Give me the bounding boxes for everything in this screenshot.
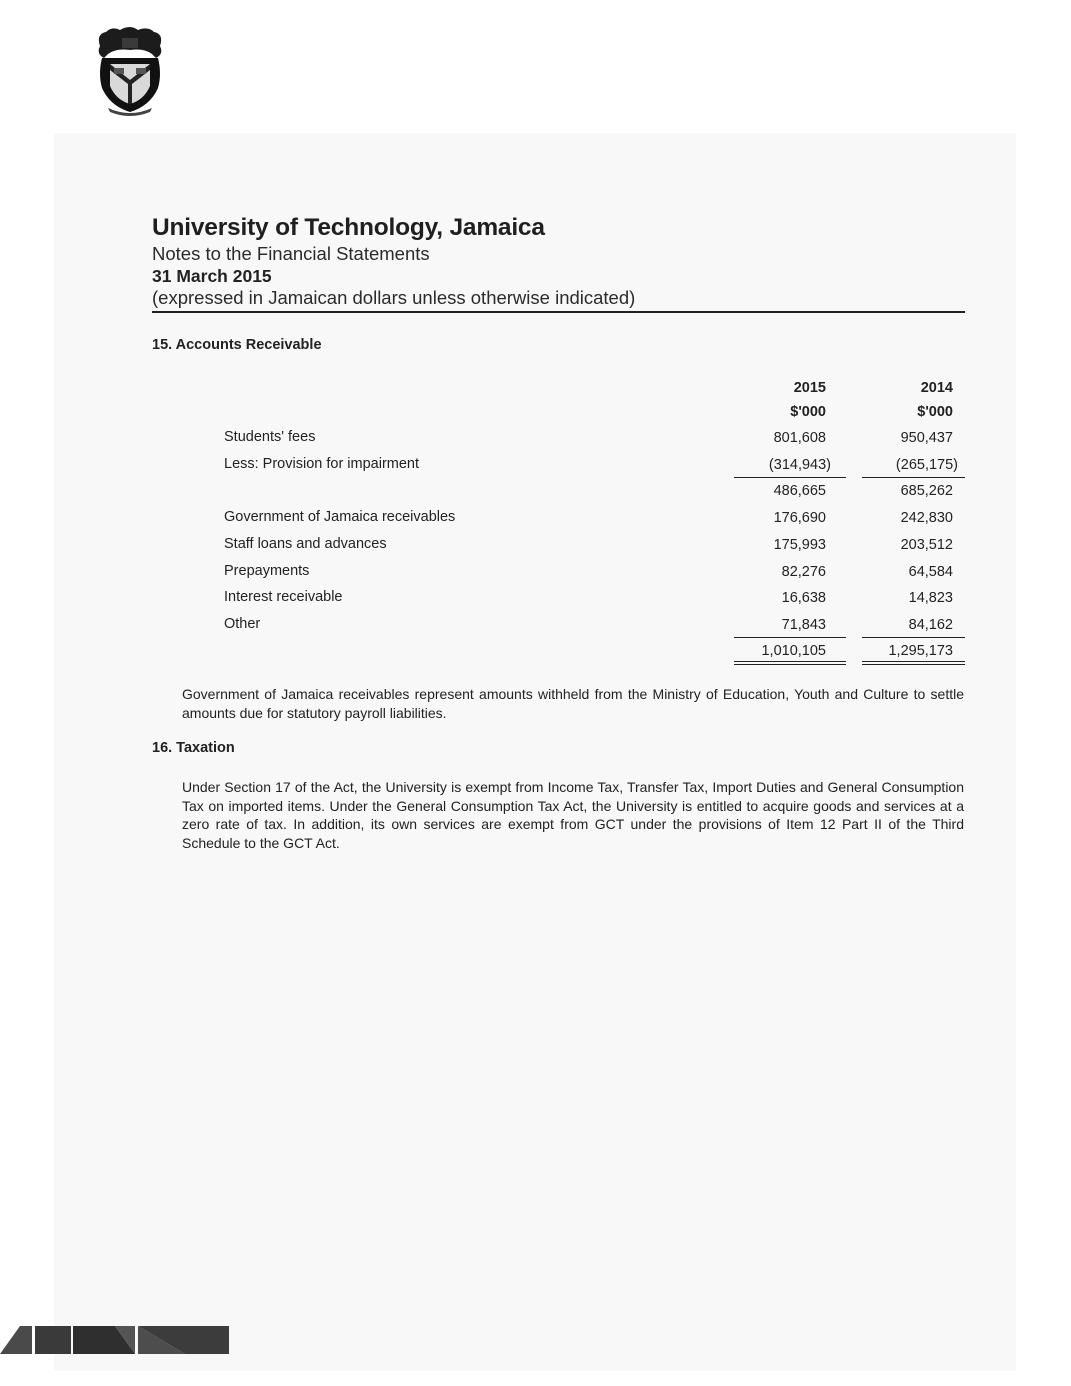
- subtotal-2014: 685,262: [900, 483, 953, 499]
- goj-receivables-note: Government of Jamaica receivables represent amounts withheld from the Ministry of Education, Youth and Culture to settle amounts due for statutory payroll liabilities.: [182, 686, 964, 721]
- value-2014: 203,512: [900, 537, 953, 553]
- double-underline: [734, 664, 846, 665]
- subtotal-rule: [734, 477, 846, 478]
- column-header-2014-year: 2014: [920, 380, 953, 396]
- column-header-2015-year: 2015: [793, 380, 826, 396]
- value-2015: 176,690: [773, 510, 826, 526]
- value-2015: 175,993: [773, 537, 826, 553]
- university-crest-logo: [92, 24, 168, 116]
- header-divider: [152, 311, 965, 313]
- value-2014: 14,823: [908, 590, 953, 606]
- value-2014: 242,830: [900, 510, 953, 526]
- taxation-paragraph: Under Section 17 of the Act, the University is exempt from Income Tax, Transfer Tax, Import Duties and General Consumption Tax on imported items. Under the General Consumption Tax Act, the University is entitled to acquire goods and services at a zero rate of tax. In addition, its own services are exempt from GCT under the provisions of Item 12 Part II of the Third Schedule to the GCT Act.: [182, 779, 964, 851]
- value-2015: (314,943): [768, 457, 831, 473]
- subtotal-2015: 486,665: [773, 483, 826, 499]
- value-2014: 64,584: [908, 564, 953, 580]
- total-2015: 1,010,105: [761, 643, 826, 659]
- subtotal-rule: [862, 477, 965, 478]
- value-2015: 16,638: [781, 590, 826, 606]
- double-underline: [734, 661, 846, 662]
- value-2015: 801,608: [773, 430, 826, 446]
- section-heading-accounts-receivable: 15. Accounts Receivable: [152, 337, 322, 353]
- column-header-2015-unit: $'000: [790, 404, 826, 420]
- value-2014: 84,162: [908, 617, 953, 633]
- value-2014: (265,175): [895, 457, 958, 473]
- value-2015: 71,843: [781, 617, 826, 633]
- statement-date: 31 March 2015: [152, 266, 272, 286]
- double-underline: [862, 664, 965, 665]
- currency-note: (expressed in Jamaican dollars unless otherwise indicated): [152, 287, 636, 308]
- value-2014: 950,437: [900, 430, 953, 446]
- column-header-2014-unit: $'000: [917, 404, 953, 420]
- total-rule: [862, 637, 965, 638]
- total-rule: [734, 637, 846, 638]
- document-title: University of Technology, Jamaica: [152, 214, 545, 241]
- section-heading-taxation: 16. Taxation: [152, 740, 235, 756]
- row-label-goj-receivables: Government of Jamaica receivables: [224, 509, 456, 525]
- row-label-prepayments: Prepayments: [224, 563, 310, 579]
- row-label-other: Other: [224, 616, 261, 632]
- document-header: [152, 212, 964, 309]
- footer-decorative-band: [0, 1326, 229, 1354]
- row-label-interest-receivable: Interest receivable: [224, 589, 343, 605]
- value-2015: 82,276: [781, 564, 826, 580]
- row-label-students-fees: Students' fees: [224, 429, 316, 445]
- row-label-staff-loans: Staff loans and advances: [224, 536, 387, 552]
- total-2014: 1,295,173: [888, 643, 953, 659]
- document-subtitle: Notes to the Financial Statements: [152, 243, 430, 264]
- double-underline: [862, 661, 965, 662]
- row-label-provision: Less: Provision for impairment: [224, 456, 420, 472]
